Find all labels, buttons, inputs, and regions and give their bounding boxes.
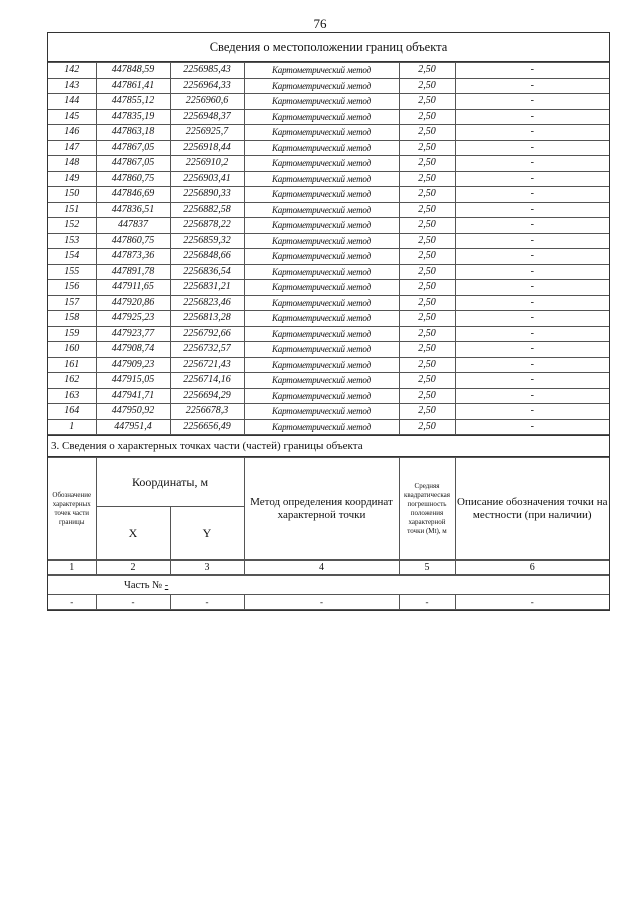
column-numbers-table	[48, 560, 609, 575]
column-number: 4	[244, 561, 399, 575]
coord-y: 2256714,16	[170, 373, 244, 389]
method: Картометрический метод	[244, 187, 399, 203]
error-value: 2,50	[399, 419, 455, 435]
coord-y: 2256964,33	[170, 78, 244, 94]
coord-y: 2256694,29	[170, 388, 244, 404]
header-coordinates: Координаты, м	[96, 458, 244, 507]
error-value: 2,50	[399, 295, 455, 311]
coord-x: 447915,05	[96, 373, 170, 389]
coord-y: 2256859,32	[170, 233, 244, 249]
method: Картометрический метод	[244, 171, 399, 187]
error-value: 2,50	[399, 140, 455, 156]
part-cell: -	[399, 595, 455, 610]
table-row	[48, 202, 609, 218]
point-number: 158	[48, 311, 96, 327]
table-row	[48, 326, 609, 342]
coord-x: 447855,12	[96, 94, 170, 110]
error-value: 2,50	[399, 202, 455, 218]
parts-header-table	[48, 457, 609, 560]
table-row	[48, 140, 609, 156]
table-row	[48, 63, 609, 79]
table-row	[48, 94, 609, 110]
point-number: 163	[48, 388, 96, 404]
coord-y: 2256985,43	[170, 63, 244, 79]
point-number: 142	[48, 63, 96, 79]
header-y: Y	[170, 507, 244, 560]
method: Картометрический метод	[244, 233, 399, 249]
header-x: X	[96, 507, 170, 560]
point-number: 146	[48, 125, 96, 141]
point-number: 159	[48, 326, 96, 342]
description: -	[455, 249, 609, 265]
coord-y: 2256732,57	[170, 342, 244, 358]
error-value: 2,50	[399, 342, 455, 358]
point-number: 153	[48, 233, 96, 249]
coord-x: 447860,75	[96, 171, 170, 187]
coord-x: 447911,65	[96, 280, 170, 296]
coord-x: 447835,19	[96, 109, 170, 125]
part-cell: -	[455, 595, 609, 610]
error-value: 2,50	[399, 109, 455, 125]
column-number: 6	[455, 561, 609, 575]
coord-y: 2256960,6	[170, 94, 244, 110]
header-description: Описание обозначения точки на местности (при наличии)	[455, 458, 609, 560]
point-number: 144	[48, 94, 96, 110]
error-value: 2,50	[399, 187, 455, 203]
coord-x: 447909,23	[96, 357, 170, 373]
table-row	[48, 311, 609, 327]
table-row	[48, 156, 609, 172]
point-number: 155	[48, 264, 96, 280]
description: -	[455, 125, 609, 141]
coord-y: 2256878,22	[170, 218, 244, 234]
part-label-row	[48, 576, 609, 595]
table-row	[48, 295, 609, 311]
part-label: Часть №	[124, 579, 163, 591]
table-row	[48, 125, 609, 141]
description: -	[455, 78, 609, 94]
method: Картометрический метод	[244, 373, 399, 389]
error-value: 2,50	[399, 233, 455, 249]
table-row	[48, 264, 609, 280]
method: Картометрический метод	[244, 404, 399, 420]
coord-y: 2256910,2	[170, 156, 244, 172]
error-value: 2,50	[399, 125, 455, 141]
coord-x: 447836,51	[96, 202, 170, 218]
description: -	[455, 171, 609, 187]
point-number: 150	[48, 187, 96, 203]
part-value: -	[164, 579, 169, 591]
description: -	[455, 326, 609, 342]
coord-y: 2256678,3	[170, 404, 244, 420]
method: Картометрический метод	[244, 218, 399, 234]
method: Картометрический метод	[244, 342, 399, 358]
coord-x: 447920,86	[96, 295, 170, 311]
description: -	[455, 388, 609, 404]
coord-x: 447867,05	[96, 156, 170, 172]
coord-x: 447863,18	[96, 125, 170, 141]
point-number: 152	[48, 218, 96, 234]
column-number: 1	[48, 561, 96, 575]
description: -	[455, 218, 609, 234]
point-number: 161	[48, 357, 96, 373]
point-number: 160	[48, 342, 96, 358]
error-value: 2,50	[399, 280, 455, 296]
coord-y: 2256948,37	[170, 109, 244, 125]
coord-x: 447941,71	[96, 388, 170, 404]
method: Картометрический метод	[244, 295, 399, 311]
error-value: 2,50	[399, 218, 455, 234]
header-point-designation: Обозначение характерных точек части границы	[48, 458, 96, 560]
method: Картометрический метод	[244, 94, 399, 110]
description: -	[455, 373, 609, 389]
method: Картометрический метод	[244, 78, 399, 94]
coord-x: 447846,69	[96, 187, 170, 203]
point-number: 147	[48, 140, 96, 156]
coord-y: 2256882,58	[170, 202, 244, 218]
error-value: 2,50	[399, 311, 455, 327]
table-row	[48, 171, 609, 187]
description: -	[455, 404, 609, 420]
description: -	[455, 156, 609, 172]
error-value: 2,50	[399, 404, 455, 420]
part-cell: -	[170, 595, 244, 610]
part-cell: -	[96, 595, 170, 610]
coord-y: 2256813,28	[170, 311, 244, 327]
method: Картометрический метод	[244, 264, 399, 280]
point-number: 148	[48, 156, 96, 172]
method: Картометрический метод	[244, 202, 399, 218]
description: -	[455, 187, 609, 203]
description: -	[455, 280, 609, 296]
coord-x: 447837	[96, 218, 170, 234]
column-number: 2	[96, 561, 170, 575]
coord-y: 2256721,43	[170, 357, 244, 373]
coord-y: 2256918,44	[170, 140, 244, 156]
boundary-sheet	[47, 32, 610, 611]
coord-y: 2256823,46	[170, 295, 244, 311]
table-row	[48, 342, 609, 358]
coord-x: 447923,77	[96, 326, 170, 342]
parts-table	[48, 575, 609, 610]
coord-x: 447891,78	[96, 264, 170, 280]
point-number: 145	[48, 109, 96, 125]
error-value: 2,50	[399, 249, 455, 265]
description: -	[455, 295, 609, 311]
table-row	[48, 404, 609, 420]
header-error: Средняя квадратическая погрешность положения характерной точки (Мt), м	[399, 458, 455, 560]
table-row	[48, 388, 609, 404]
point-number: 164	[48, 404, 96, 420]
page-number: 76	[313, 16, 327, 31]
description: -	[455, 140, 609, 156]
table-row	[48, 233, 609, 249]
coord-x: 447861,41	[96, 78, 170, 94]
coord-y: 2256848,66	[170, 249, 244, 265]
point-number: 149	[48, 171, 96, 187]
description: -	[455, 419, 609, 435]
point-number: 157	[48, 295, 96, 311]
error-value: 2,50	[399, 373, 455, 389]
part-cell: -	[244, 595, 399, 610]
coord-y: 2256890,33	[170, 187, 244, 203]
coord-x: 447867,05	[96, 140, 170, 156]
coord-y: 2256656,49	[170, 419, 244, 435]
error-value: 2,50	[399, 171, 455, 187]
method: Картометрический метод	[244, 311, 399, 327]
section-title: Сведения о местоположении границ объекта	[48, 33, 609, 62]
method: Картометрический метод	[244, 419, 399, 435]
header-method: Метод определения координат характерной точки	[244, 458, 399, 560]
point-number: 1	[48, 419, 96, 435]
method: Картометрический метод	[244, 109, 399, 125]
error-value: 2,50	[399, 326, 455, 342]
description: -	[455, 233, 609, 249]
table-row	[48, 373, 609, 389]
method: Картометрический метод	[244, 249, 399, 265]
error-value: 2,50	[399, 78, 455, 94]
point-number: 156	[48, 280, 96, 296]
method: Картометрический метод	[244, 388, 399, 404]
error-value: 2,50	[399, 156, 455, 172]
column-number: 5	[399, 561, 455, 575]
description: -	[455, 63, 609, 79]
method: Картометрический метод	[244, 125, 399, 141]
error-value: 2,50	[399, 264, 455, 280]
method: Картометрический метод	[244, 63, 399, 79]
coord-x: 447908,74	[96, 342, 170, 358]
coord-y: 2256925,7	[170, 125, 244, 141]
coord-y: 2256831,21	[170, 280, 244, 296]
coord-y: 2256792,66	[170, 326, 244, 342]
description: -	[455, 202, 609, 218]
coord-y: 2256836,54	[170, 264, 244, 280]
table-row	[48, 218, 609, 234]
coord-x: 447873,36	[96, 249, 170, 265]
method: Картометрический метод	[244, 357, 399, 373]
method: Картометрический метод	[244, 326, 399, 342]
error-value: 2,50	[399, 357, 455, 373]
table-row	[48, 357, 609, 373]
table-row	[48, 249, 609, 265]
part-cell: -	[48, 595, 96, 610]
table-row	[48, 187, 609, 203]
coordinates-table	[48, 62, 609, 435]
point-number: 154	[48, 249, 96, 265]
error-value: 2,50	[399, 94, 455, 110]
method: Картометрический метод	[244, 280, 399, 296]
column-number: 3	[170, 561, 244, 575]
coord-y: 2256903,41	[170, 171, 244, 187]
method: Картометрический метод	[244, 156, 399, 172]
description: -	[455, 342, 609, 358]
description: -	[455, 357, 609, 373]
point-number: 162	[48, 373, 96, 389]
coord-x: 447860,75	[96, 233, 170, 249]
description: -	[455, 109, 609, 125]
section3-title: 3. Сведения о характерных точках части (частей) границы объекта	[48, 435, 609, 457]
table-row	[48, 109, 609, 125]
error-value: 2,50	[399, 63, 455, 79]
table-row	[48, 78, 609, 94]
table-row	[48, 280, 609, 296]
coord-x: 447848,59	[96, 63, 170, 79]
point-number: 143	[48, 78, 96, 94]
error-value: 2,50	[399, 388, 455, 404]
description: -	[455, 94, 609, 110]
coord-x: 447925,23	[96, 311, 170, 327]
description: -	[455, 264, 609, 280]
method: Картометрический метод	[244, 140, 399, 156]
point-number: 151	[48, 202, 96, 218]
coord-x: 447950,92	[96, 404, 170, 420]
coord-x: 447951,4	[96, 419, 170, 435]
description: -	[455, 311, 609, 327]
table-row	[48, 419, 609, 435]
